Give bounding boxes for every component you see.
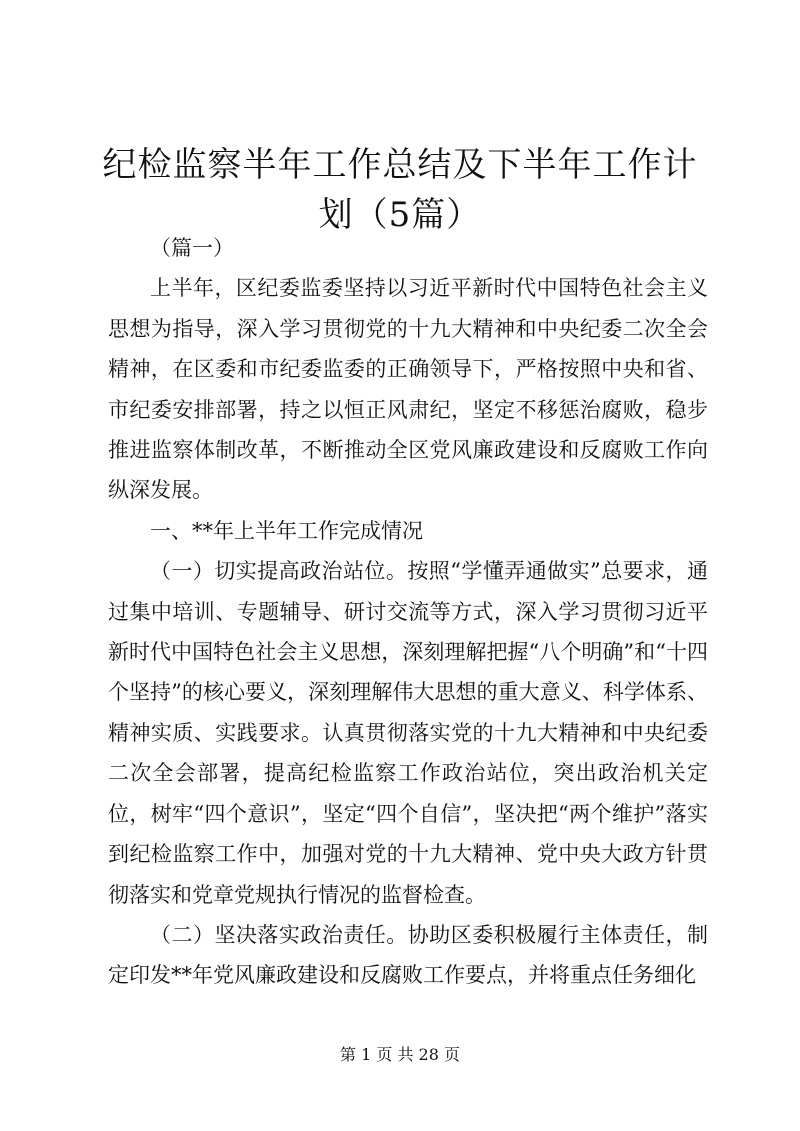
page-footer: 第 1 页 共 28 页 bbox=[340, 1045, 460, 1064]
paragraph-political-responsibility: （二）坚决落实政治责任。协助区委积极履行主体责任，制定印发**年党风廉政建设和反腐败工作要点，并将重点任务细化 bbox=[108, 922, 708, 988]
document-title: 纪检监察半年工作总结及下半年工作计划（5篇） bbox=[102, 145, 698, 235]
section-heading: 一、**年上半年工作完成情况 bbox=[150, 518, 423, 543]
section-label: （篇一） bbox=[150, 236, 234, 260]
paragraph-political-stance: （一）切实提高政治站位。按照“学懂弄通做实”总要求，通过集中培训、专题辅导、研讨交流等方式，深入学习贯彻习近平新时代中国特色社会主义思想，深刻理解把握“八个明确”和“十四个坚持”的核心要义，深刻理解伟大思想的重大意义、科学体系、精神实质、实践要求。认真贯彻落实党的十九大精神和中央纪委二次全会部署，提高纪检监察工作政治站位，突出政治机关定位，树牢“四个意识”，坚定“四个自信”，坚决把“两个维护”落实到纪检监察工作中，加强对党的十九大精神、党中央大政方针贯彻落实和党章党规执行情况的监督检查。 bbox=[108, 559, 708, 907]
intro-paragraph: 上半年，区纪委监委坚持以习近平新时代中国特色社会主义思想为指导，深入学习贯彻党的十九大精神和中央纪委二次全会精神，在区委和市纪委监委的正确领导下，严格按照中央和省、市纪委安排部署，持之以恒正风肃纪，坚定不移惩治腐败，稳步推进监察体制改革，不断推动全区党风廉政建设和反腐败工作向纵深发展。 bbox=[108, 276, 708, 503]
document-body bbox=[108, 228, 708, 996]
